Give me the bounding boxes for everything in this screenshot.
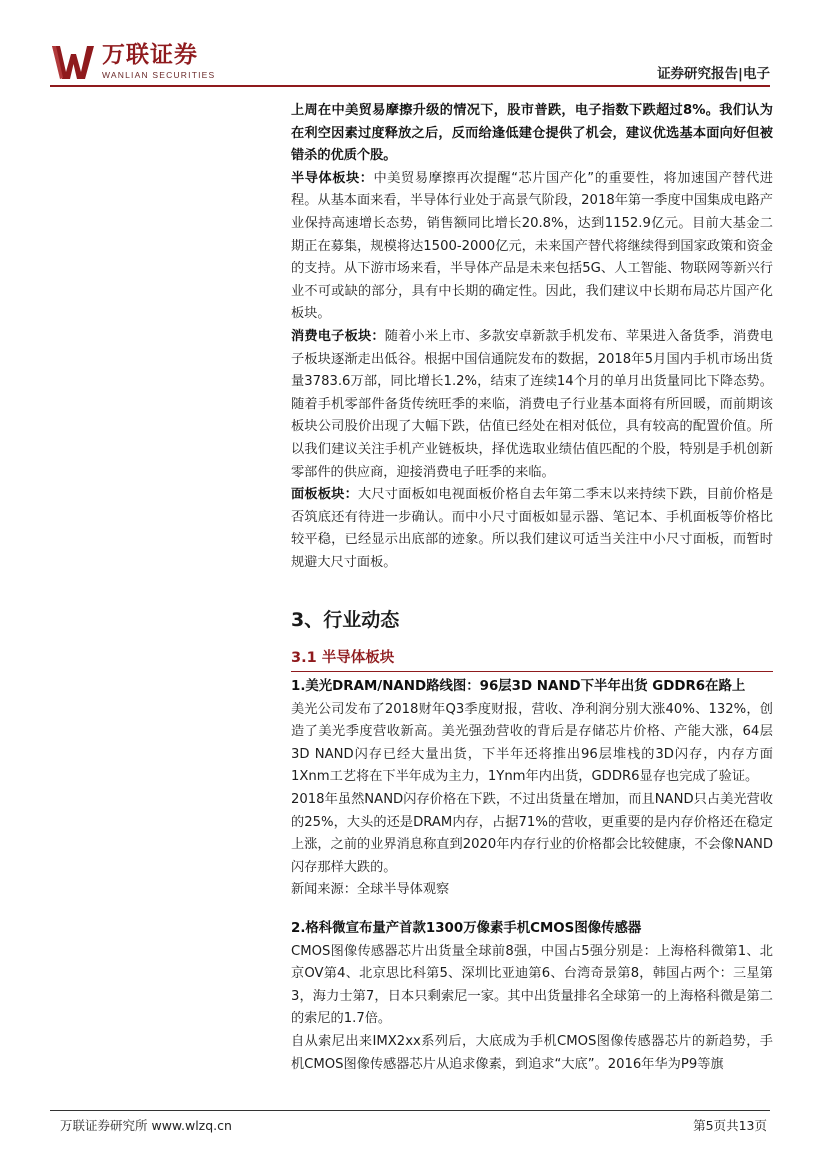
subsection-title: 3.1 半导体板块	[291, 650, 395, 666]
intro-summary: 上周在中美贸易摩擦升级的情况下，股市普跌，电子指数下跌超过8%。我们认为在利空因素过度释放之后，反而给逢低建仓提供了机会，建议优选基本面向好但被错杀的优质个股。	[291, 103, 773, 164]
company-logo	[50, 42, 215, 82]
footer-institute: 万联证券研究所 www.wlzq.cn	[60, 1118, 232, 1133]
logo-chinese-name: 万联证券	[102, 42, 198, 68]
sector-semiconductor-text: 中美贸易摩擦再次提醒“芯片国产化”的重要性，将加速国产替代进程。从基本面来看，半导体行业处于高景气阶段，2018年第一季度中国集成电路产业保持高速增长态势，销售额同比增长20.8%，达到1152.9亿元。目前大基金二期正在募集，规模将达1500-2000亿元，未来国产替代将继续得到国家政策和资金的支持。从下游市场来看，半导体产品是未来包括5G、人工智能、物联网等新兴行业不可或缺的部分，具有中长期的确定性。因此，我们建议中长期布局芯片国产化板块。	[291, 170, 773, 322]
sector-semiconductor	[291, 168, 773, 326]
subsection-header	[291, 646, 773, 672]
news-item-1-title: 1.美光DRAM/NAND路线图：96层3D NAND下半年出货 GDDR6在路上	[291, 679, 746, 694]
footer-divider	[50, 1110, 770, 1111]
main-content	[291, 100, 773, 574]
news-item-2-title: 2.格科微宣布量产首款1300万像素手机CMOS图像传感器	[291, 920, 642, 936]
sector-panel	[291, 484, 773, 574]
news-item-1-paragraph-1: 美光公司发布了2018财年Q3季度财报，营收、净利润分别大涨40%、132%，创造了美光季度营收新高。美光强劲营收的背后是存储芯片价格、产能大涨，64层3D NAND闪存已经大量出货，下半年还将推出96层堆栈的3D闪存，内存方面1Xnm工艺将在下半年成为主力，1Ynm年内出货，GDDR6显存也完成了验证。	[291, 701, 773, 785]
report-type: 证券研究报告|电子	[657, 66, 770, 82]
section-title: 3、行业动态	[291, 609, 400, 631]
sector-consumer-lead: 消费电子板块：	[291, 328, 385, 344]
news-item-1-paragraph-2: 2018年虽然NAND闪存价格在下跌，不过出货量在增加，而且NAND只占美光营收的25%，大头的还是DRAM内存，占据71%的营收，更重要的是内存价格还在稳定上涨，之前的业界消息称直到2020年内存行业的价格都会比较健康，不会像NAND闪存那样大跌的。	[291, 791, 773, 875]
subsection-divider	[291, 671, 773, 672]
wanlian-logo-icon	[50, 42, 96, 82]
news-item-2-paragraph-1: CMOS图像传感器芯片出货量全球前8强，中国占5强分别是：上海格科微第1、北京OV第4、北京思比科第5、深圳比亚迪第6、台湾奇景第8，韩国占两个：三星第3，海力士第7，日本只剩索尼一家。其中出货量排名全球第一的上海格科微是第二的索尼的1.7倍。	[291, 943, 773, 1027]
page-number: 第5页共13页	[693, 1118, 767, 1133]
sector-consumer-text: 随着小米上市、多款安卓新款手机发布、苹果进入备货季，消费电子板块逐渐走出低谷。根据中国信通院发布的数据，2018年5月国内手机市场出货量3783.6万部，同比增长1.2%，结束了连续14个月的单月出货量同比下降态势。随着手机零部件备货传统旺季的来临，消费电子行业基本面将有所回暖，而前期该板块公司股价出现了大幅下跌，估值已经处在相对低位，具有较高的配置价值。所以我们建议关注手机产业链板块，择优选取业绩估值匹配的个股，特别是手机创新零部件的供应商，迎接消费电子旺季的来临。	[291, 328, 774, 480]
news-item-1-source: 新闻来源：全球半导体观察	[291, 882, 450, 898]
section-industry-news	[291, 605, 773, 1076]
header-divider	[50, 85, 770, 87]
news-item-2-paragraph-2: 自从索尼出来IMX2xx系列后，大底成为手机CMOS图像传感器芯片的新趋势，手机CMOS图像传感器芯片从追求像素，到追求“大底”。2016年华为P9等旗	[291, 1033, 773, 1072]
sector-consumer-electronics	[291, 326, 773, 484]
sector-panel-text: 大尺寸面板如电视面板价格自去年第二季末以来持续下跌，目前价格是否筑底还有待进一步确认。而中小尺寸面板如显示器、笔记本、手机面板等价格比较平稳，已经显示出底部的迹象。所以我们建议可适当关注中小尺寸面板，而暂时规避大尺寸面板。	[291, 487, 774, 570]
sector-panel-lead: 面板板块：	[291, 487, 358, 503]
sector-semiconductor-lead: 半导体板块：	[291, 170, 374, 186]
logo-english-name: WANLIAN SECURITIES	[102, 70, 216, 80]
